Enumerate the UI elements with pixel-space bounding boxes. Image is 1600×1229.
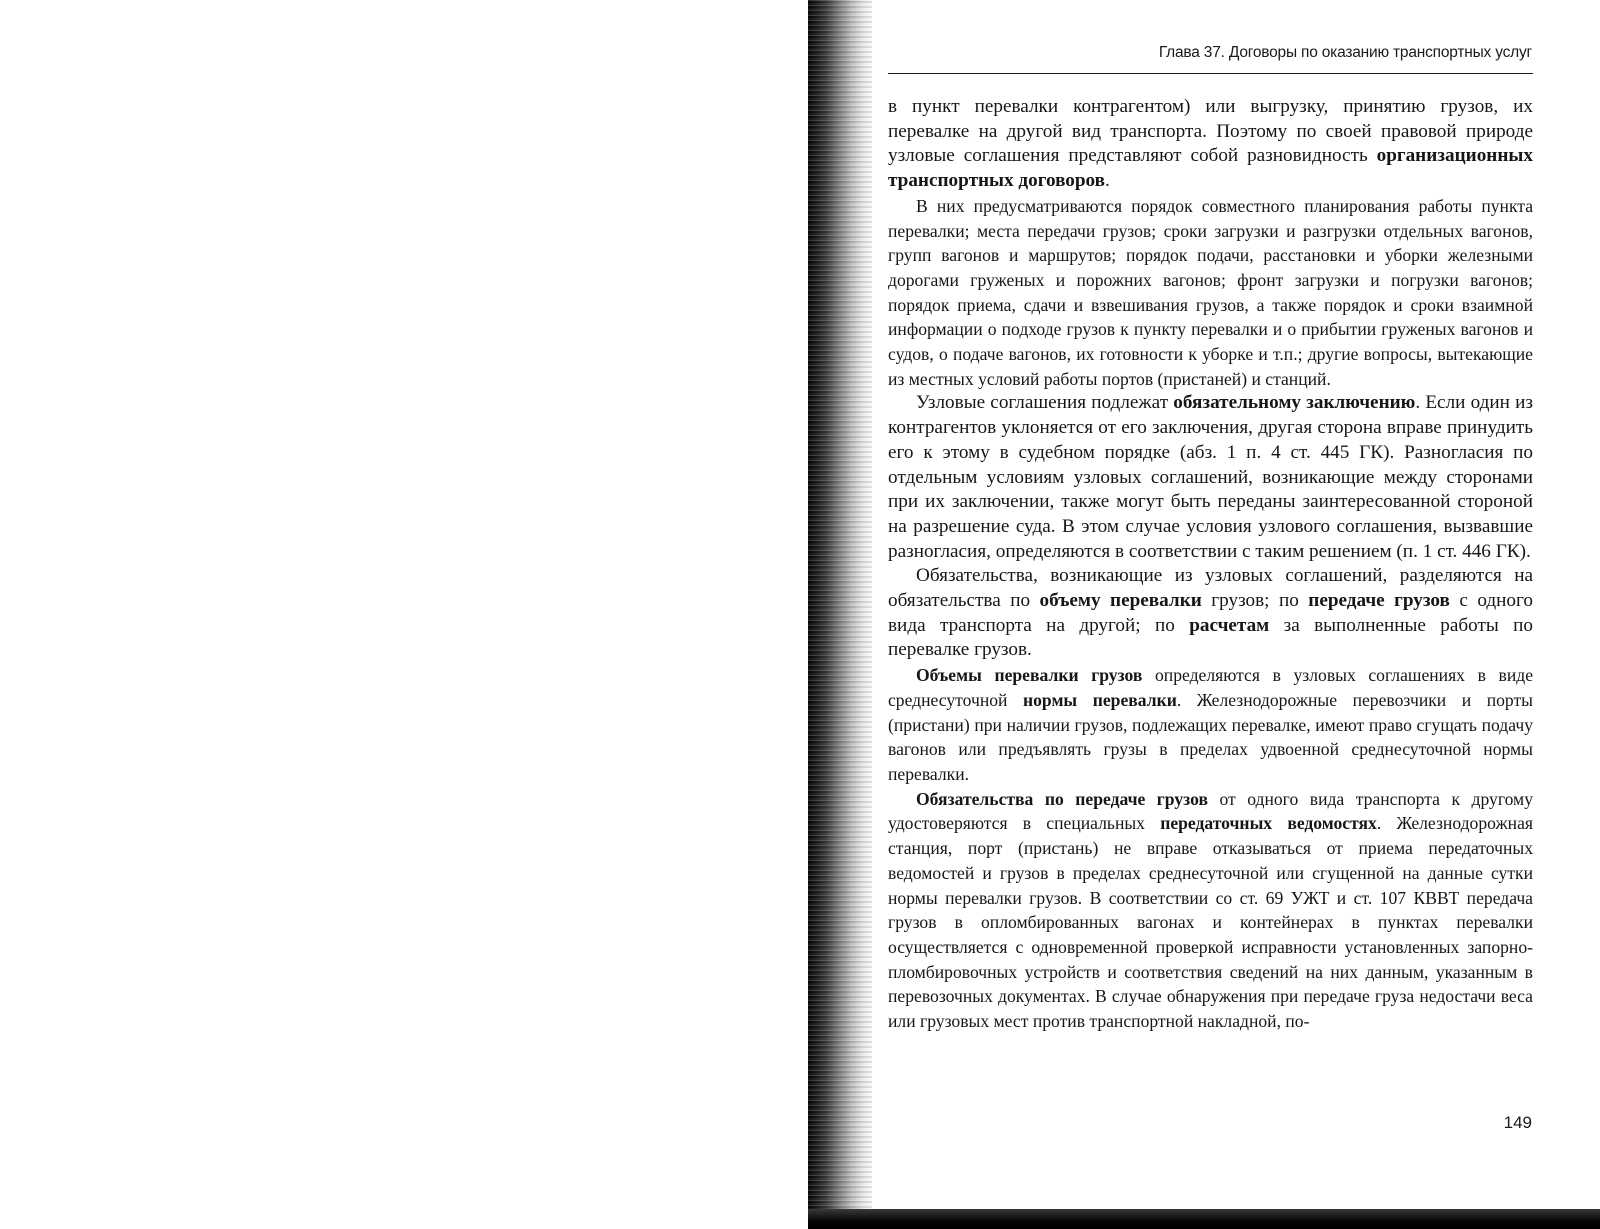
text-run: грузов; по xyxy=(1201,590,1309,612)
bold-term: организационных транспортных договоров xyxy=(888,145,1533,192)
text-run: . Железнодорожная станция, порт (пристань) не вправе отказываться от приема передаточных ведомостей и грузов в пределах среднесуточной или сгущенной на данные сутки нормы перевалки грузов. В соответствии со ст. 69 УЖТ и ст. 107 КВВТ передача грузов в опломбированных вагонах и контейнерах в пунктах перевалки осуществляется с одновременной проверкой исправности установленных запорно-пломбировочных устройств и соответствия сведений на них данным, указанным в перевозочных документах. В случае обнаружения при передаче груза недостачи веса или грузовых мест против транспортной накладной, по- xyxy=(888,813,1533,1032)
bold-term: передаточных ведомостях xyxy=(1160,813,1377,834)
text-run: с одного вида транспорта на другой; по xyxy=(888,590,1533,636)
text-run: В них предусматриваются порядок совместного планирования работы пункта перевалки; места передачи грузов; сроки загрузки и разгрузки отдельных вагонов, групп вагонов и маршрутов; порядок подачи, расстановки и уборки железными дорогами груженых и порожних вагонов; фронт загрузки и погрузки вагонов; порядок приема, сдачи и взвешивания грузов, а также порядок и сроки взаимной информации о подходе грузов к пункту перевалки и о прибытии груженых вагонов и судов, о подаче вагонов, их готовности к уборке и т.п.; другие вопросы, вытекающие из местных условий работы портов (пристаней) и станций. xyxy=(888,195,1533,389)
bold-term: Обязательства по передаче грузов xyxy=(916,788,1208,809)
scan-bottom-edge xyxy=(808,1209,1600,1229)
text-run: . Если один из контрагентов уклоняется от его заключения, другая сторона вправе принудить его к этому в судебном порядке (абз. 1 п. 4 ст. 445 ГК). Разногласия по отдельным условиям узловых соглашений, возникающие между сторонами при их заключении, также могут быть переданы заинтересованной стороной на разрешение суда. В этом случае условия узлового соглашения, вызвавшие разногласия, определяются в соответствии с таким решением (п. 1 ст. 446 ГК). xyxy=(888,392,1533,562)
page-number: 149 xyxy=(1503,1113,1532,1132)
paragraph xyxy=(888,663,1533,787)
paragraph xyxy=(888,95,1533,194)
paragraph xyxy=(888,391,1533,564)
bold-term: расчетам xyxy=(1189,614,1270,636)
paragraph xyxy=(888,194,1533,392)
text-run: Обязательства, возникающие из узловых соглашений, разделяются на обязательства по xyxy=(888,565,1533,612)
bold-term: Объемы перевалки грузов xyxy=(916,665,1143,686)
paragraph xyxy=(888,564,1533,663)
book-spine-shadow xyxy=(808,0,872,1229)
text-run: определяются в узловых соглашениях в виде среднесуточной xyxy=(888,665,1534,710)
running-head: Глава 37. Договоры по оказанию транспортных услуг xyxy=(1158,44,1532,61)
text-run: . xyxy=(1105,170,1110,192)
paragraph xyxy=(888,787,1533,1034)
body-text xyxy=(888,95,1533,1034)
text-run: Узловые соглашения подлежат xyxy=(916,392,1174,414)
bold-term: обязательному заключению xyxy=(1173,392,1416,414)
bold-term: передаче грузов xyxy=(1308,590,1450,612)
text-run: от одного вида транспорта к другому удостоверяются в специальных xyxy=(888,788,1533,834)
text-run: за выполненные работы по перевалке грузов. xyxy=(888,614,1533,661)
text-run: . Железнодорожные перевозчики и порты (пристани) при наличии грузов, подлежащих перевалке, имеют право сгущать подачу вагонов или предъявлять грузы в пределах удвоенной среднесуточной нормы перевалки. xyxy=(888,689,1534,784)
text-run: в пункт перевалки контрагентом) или выгрузку, принятию грузов, их перевалке на другой вид транспорта. Поэтому по своей правовой природе узловые соглашения представляют собой разновидность xyxy=(888,96,1533,167)
header-rule xyxy=(888,73,1533,74)
bold-term: нормы перевалки xyxy=(1023,689,1177,710)
bold-term: объему перевалки xyxy=(1039,590,1202,612)
